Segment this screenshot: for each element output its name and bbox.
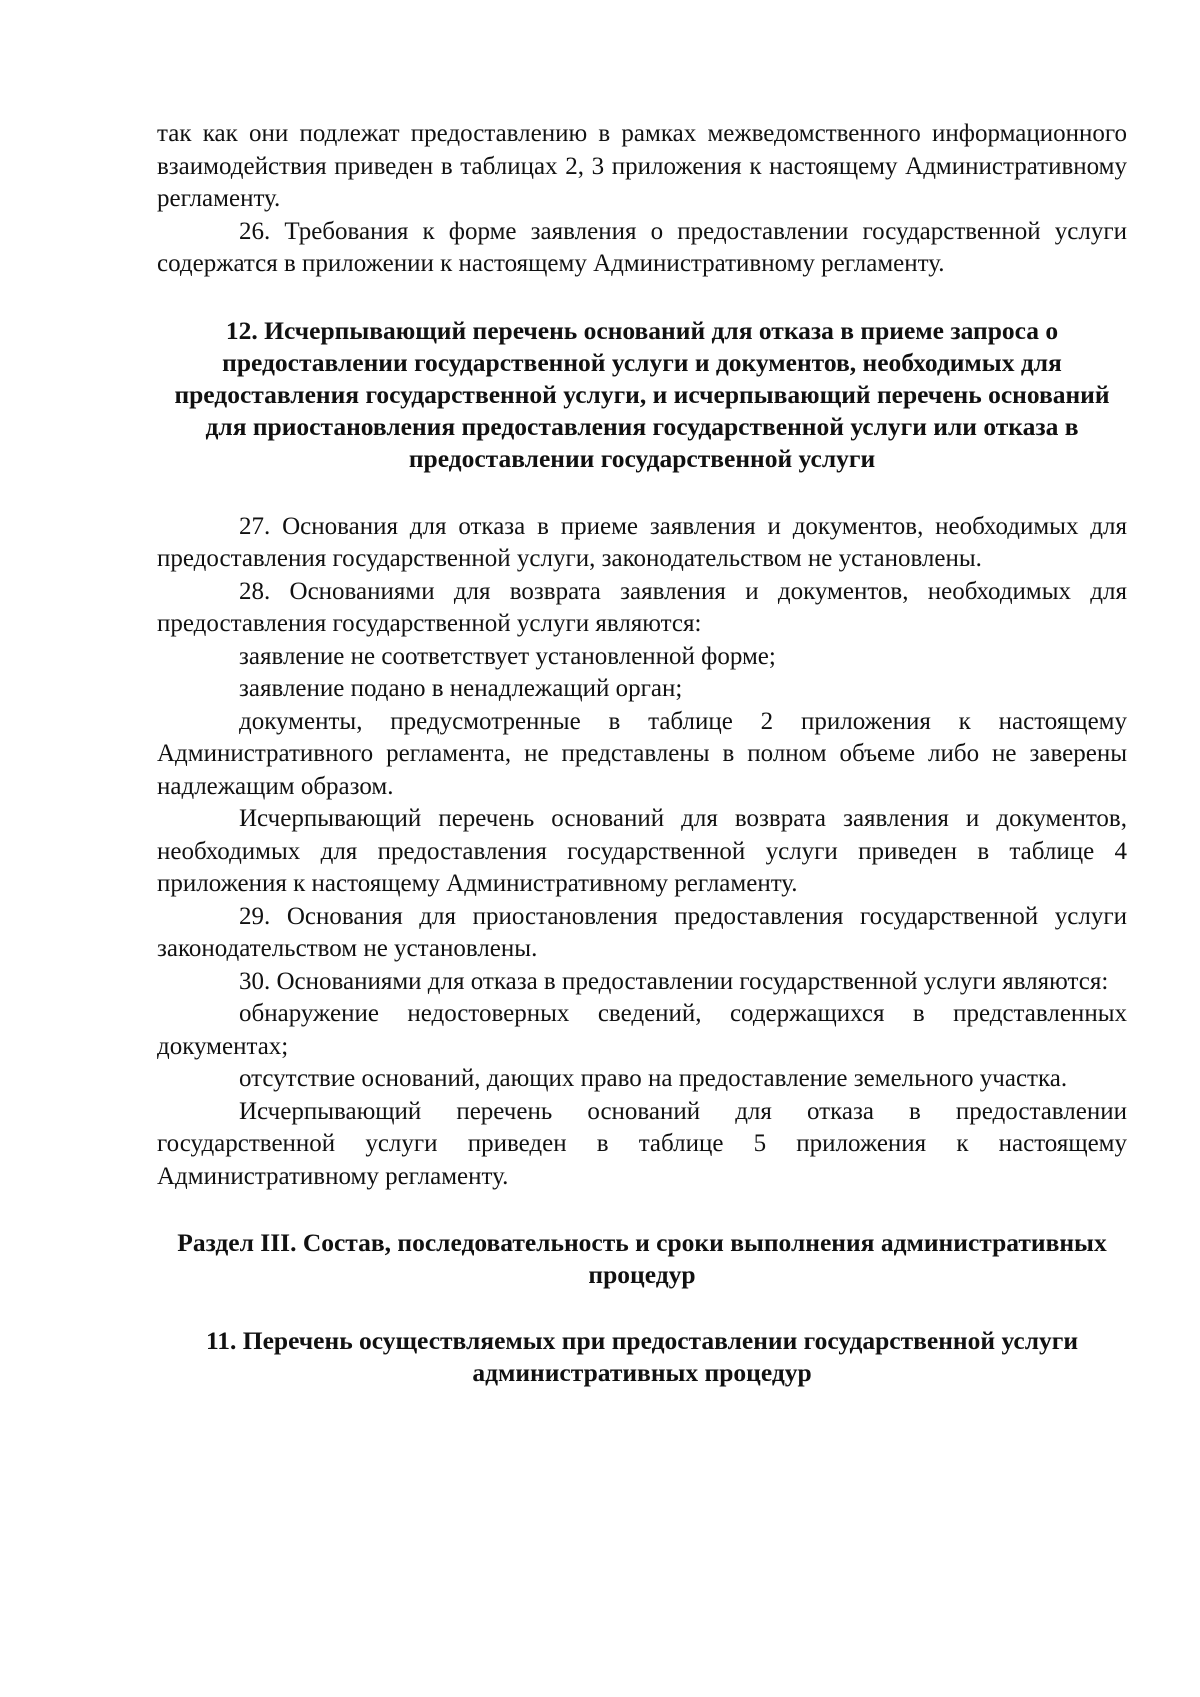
paragraph-30-item-1: обнаружение недостоверных сведений, содержащихся в представленных документах; [157, 1000, 1127, 1060]
heading-section-12: 12. Исчерпывающий перечень оснований для отказа в приеме запроса о предоставлении государственной услуги и документов, необходимых для предоставления государственной услуги, и исчерпывающий перечень оснований для приостановления предоставления государственной услуги или отказа в предоставлении государственной услуги [174, 315, 1110, 473]
paragraph-30: 30. Основаниями для отказа в предоставлении государственной услуги являются: [239, 967, 1109, 995]
paragraph-continuation: так как они подлежат предоставлению в рамках межведомственного информационного взаимодействия приведен в таблицах 2, 3 приложения к настоящему Административному регламенту. [157, 120, 1127, 212]
paragraph-28-item-1: заявление не соответствует установленной форме; [239, 642, 776, 670]
heading-section-11: 11. Перечень осуществляемых при предоставлении государственной услуги административных процедур [205, 1326, 1079, 1387]
heading-section-3: Раздел III. Состав, последовательность и сроки выполнения административных процедур [177, 1228, 1107, 1289]
paragraph-28: 28. Основаниями для возврата заявления и документов, необходимых для предоставления государственной услуги являются: [157, 577, 1127, 637]
paragraph-26: 26. Требования к форме заявления о предоставлении государственной услуги содержатся в приложении к настоящему Административному регламенту. [157, 217, 1127, 277]
paragraph-27: 27. Основания для отказа в приеме заявления и документов, необходимых для предоставления государственной услуги, законодательством не установлены. [157, 512, 1127, 572]
paragraph-30-item-2: отсутствие оснований, дающих право на предоставление земельного участка. [239, 1065, 1068, 1092]
paragraph-28-item-3: документы, предусмотренные в таблице 2 приложения к настоящему Административного регламента, не представлены в полном объеме либо не заверены надлежащим образом. [157, 707, 1127, 800]
paragraph-29: 29. Основания для приостановления предоставления государственной услуги законодательством не установлены. [157, 902, 1127, 962]
paragraph-28-item-2: заявление подано в ненадлежащий орган; [239, 675, 683, 702]
paragraph-28-summary: Исчерпывающий перечень оснований для возврата заявления и документов, необходимых для предоставления государственной услуги приведен в таблице 4 приложения к настоящему Административному регламенту. [157, 805, 1127, 897]
paragraph-30-summary: Исчерпывающий перечень оснований для отказа в предоставлении государственной услуги приведен в таблице 5 приложения к настоящему Административному регламенту. [157, 1097, 1127, 1190]
document-page [157, 118, 1127, 1389]
